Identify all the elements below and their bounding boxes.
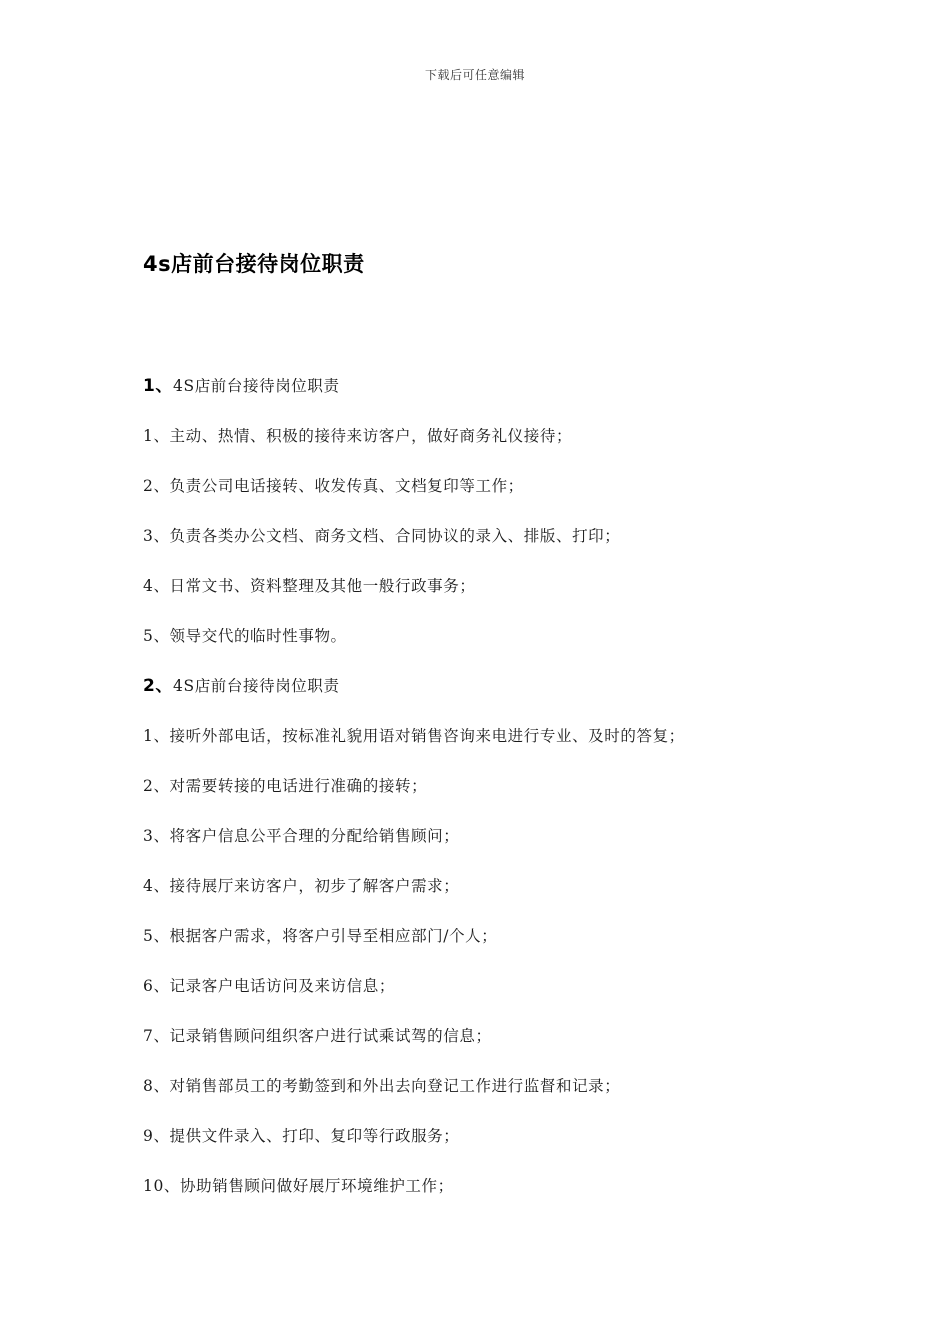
list-item: 2、负责公司电话接转、收发传真、文档复印等工作； — [143, 477, 524, 495]
section-heading-text: 4S店前台接待岗位职责 — [173, 677, 340, 695]
document-body — [143, 374, 843, 1224]
list-item: 1、接听外部电话，按标准礼貌用语对销售咨询来电进行专业、及时的答复； — [143, 727, 685, 745]
list-item: 5、领导交代的临时性事物。 — [143, 627, 347, 645]
section-heading-text: 4S店前台接待岗位职责 — [173, 377, 340, 395]
list-item: 2、对需要转接的电话进行准确的接转； — [143, 777, 428, 795]
section-heading — [143, 674, 843, 724]
section-number: 2、 — [143, 676, 174, 696]
list-item: 9、提供文件录入、打印、复印等行政服务； — [143, 1127, 460, 1145]
list-item: 10、协助销售顾问做好展厅环境维护工作； — [143, 1177, 454, 1195]
document-title: 4s店前台接待岗位职责 — [143, 252, 365, 276]
header-note: 下载后可任意编辑 — [424, 68, 525, 82]
list-item: 6、记录客户电话访问及来访信息； — [143, 977, 395, 995]
list-item: 4、日常文书、资料整理及其他一般行政事务； — [143, 577, 476, 595]
list-item: 5、根据客户需求，将客户引导至相应部门/个人； — [143, 927, 498, 945]
list-item: 3、将客户信息公平合理的分配给销售顾问； — [143, 827, 460, 845]
section-heading — [143, 374, 843, 424]
list-item: 3、负责各类办公文档、商务文档、合同协议的录入、排版、打印； — [143, 527, 621, 545]
list-item: 8、对销售部员工的考勤签到和外出去向登记工作进行监督和记录； — [143, 1077, 621, 1095]
list-item: 7、记录销售顾问组织客户进行试乘试驾的信息； — [143, 1027, 492, 1045]
section-number: 1、 — [143, 376, 174, 396]
list-item: 1、主动、热情、积极的接待来访客户，做好商务礼仪接待； — [143, 427, 573, 445]
list-item: 4、接待展厅来访客户，初步了解客户需求； — [143, 877, 460, 895]
